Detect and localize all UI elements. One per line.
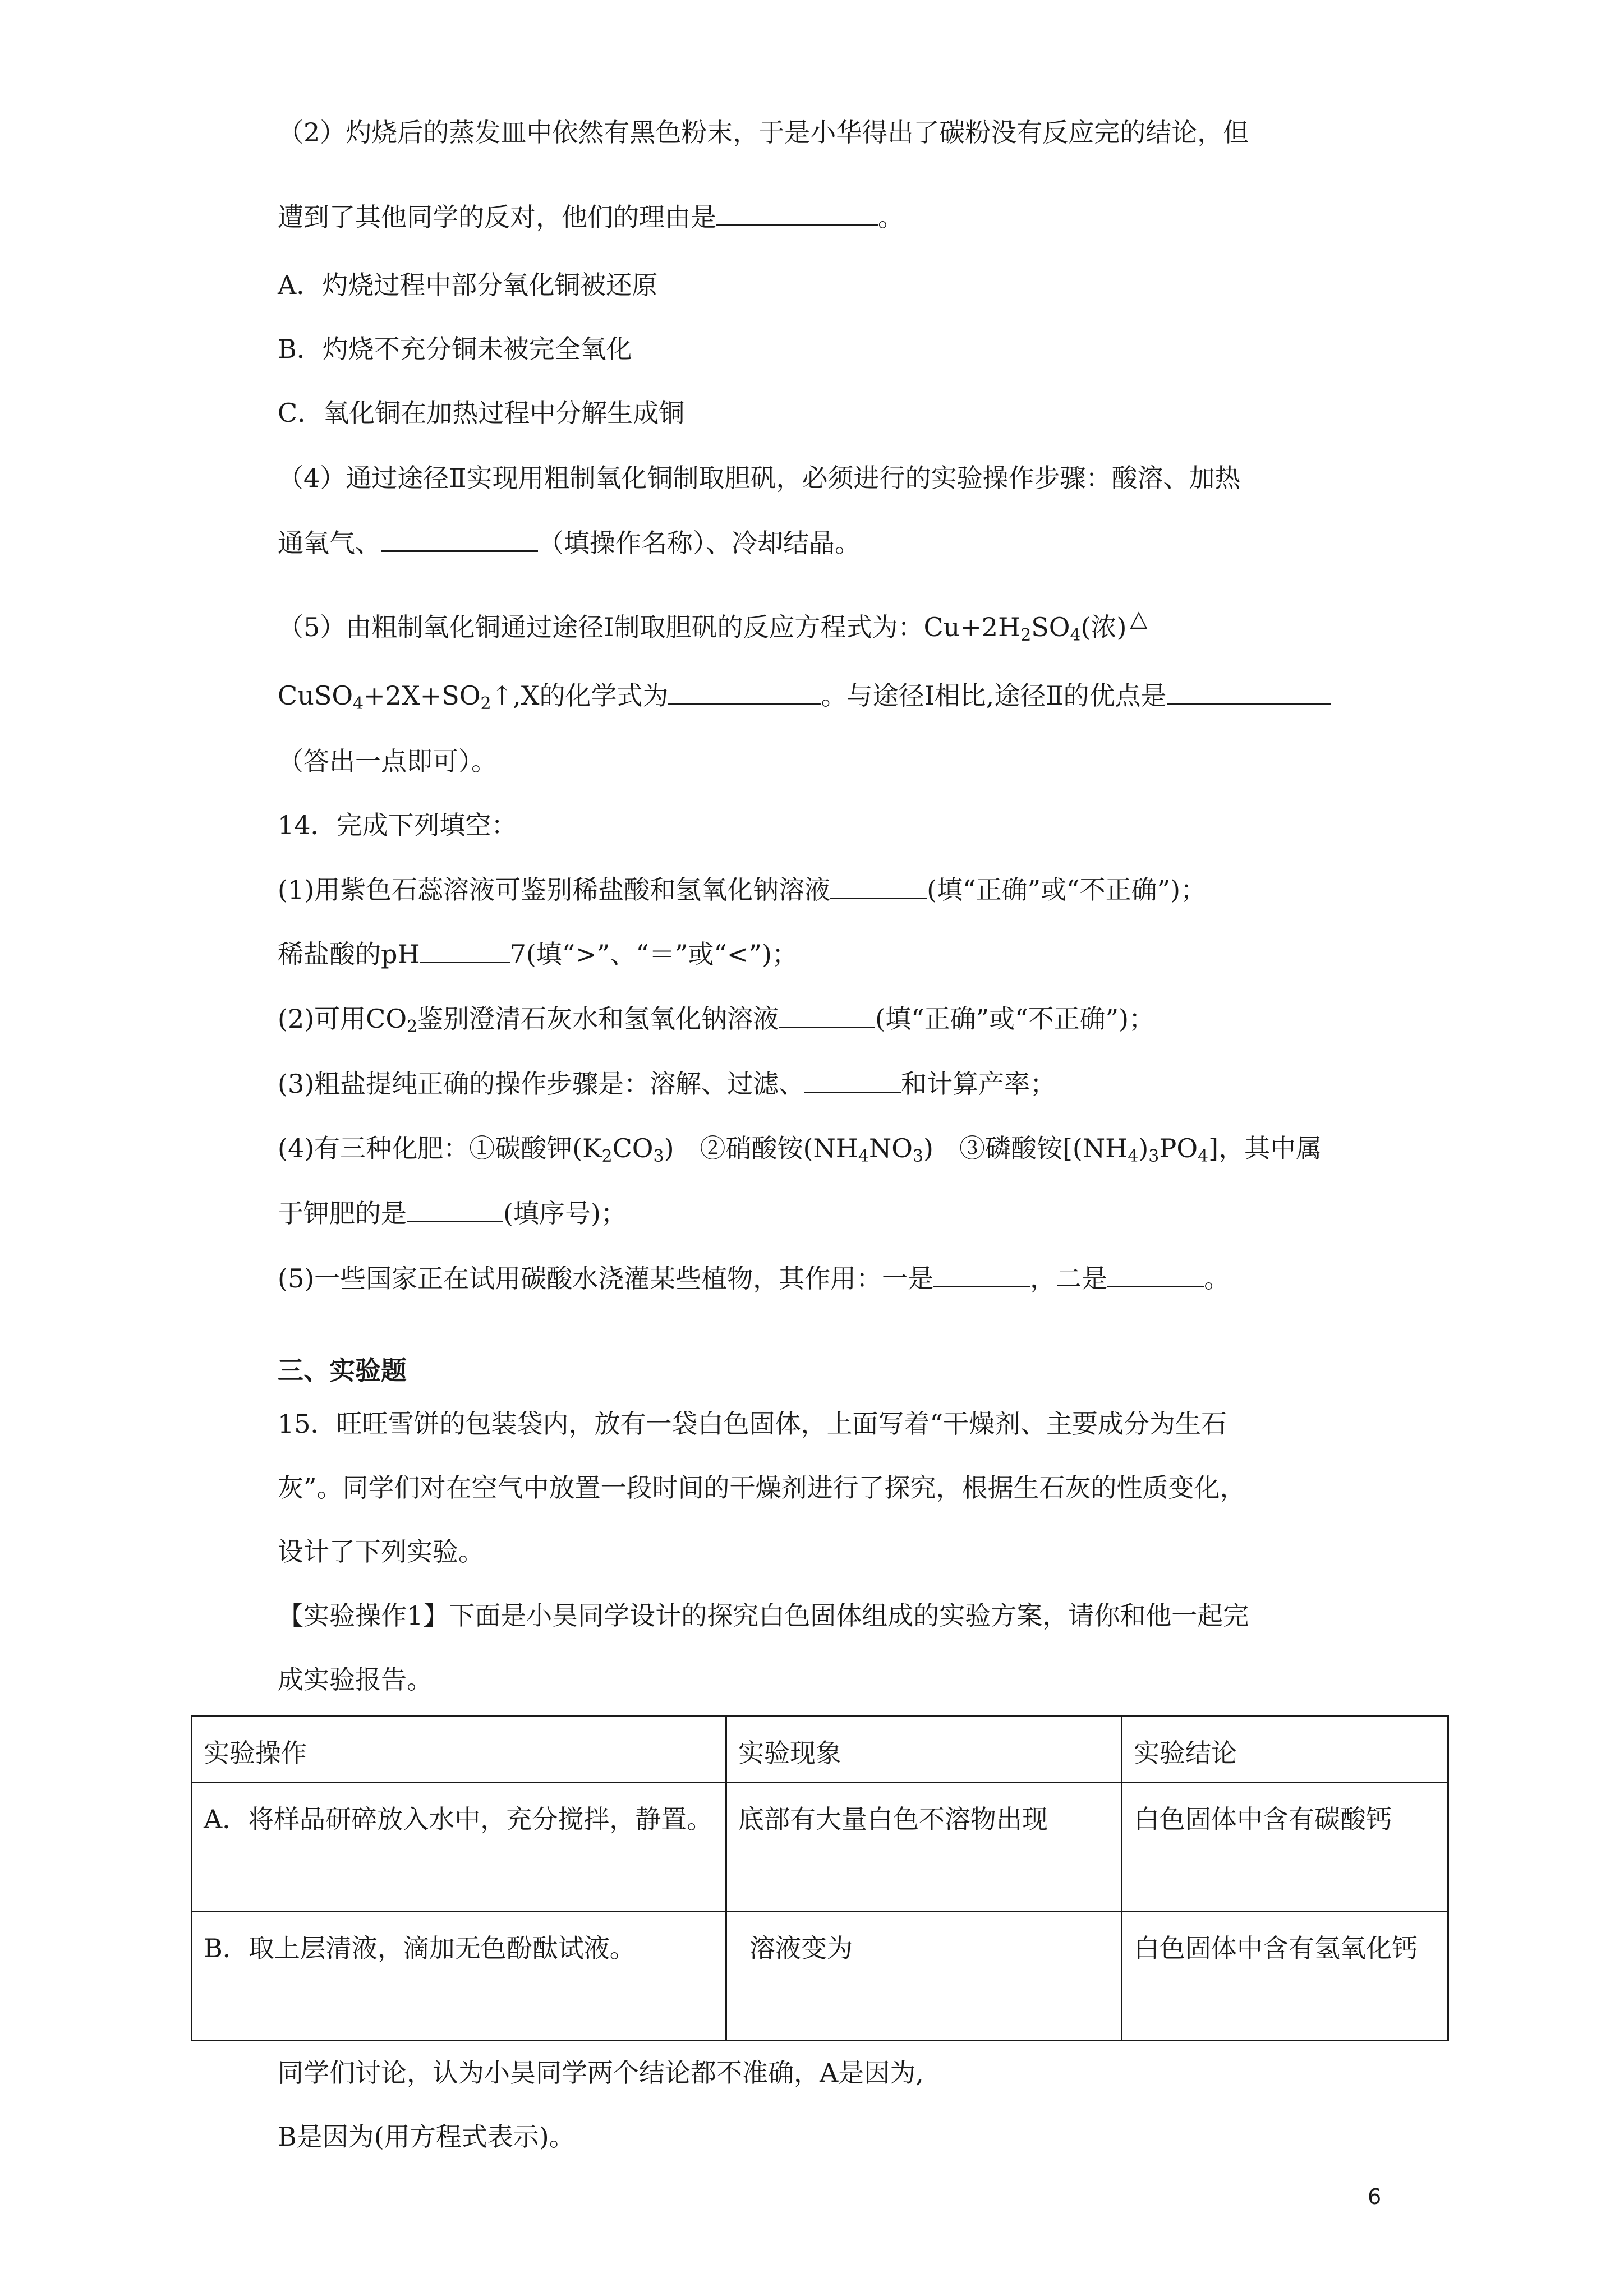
heating-symbol: △: [1130, 606, 1147, 632]
answer-blank[interactable]: [1167, 679, 1331, 705]
answer-blank[interactable]: [716, 199, 878, 226]
q13-option-c: C．氧化铜在加热过程中分解生成铜: [278, 398, 685, 428]
q14-sub4-line2: 于钾肥的是 (填序号)；: [278, 1197, 627, 1230]
table-row: [192, 1912, 1448, 2041]
table-header-cell: 实验操作: [192, 1717, 726, 1783]
table-cell: A．将样品研碎放入水中，充分搅拌，静置。: [192, 1783, 726, 1912]
table-cell: B．取上层清液，滴加无色酚酞试液。: [192, 1912, 726, 2041]
discussion-line1: 同学们讨论，认为小昊同学两个结论都不准确，A是因为,: [278, 2058, 924, 2088]
table-cell: 溶液变为: [726, 1912, 1122, 2041]
operation1-line1: 【实验操作1】下面是小昊同学设计的探究白色固体组成的实验方案，请你和他一起完: [278, 1600, 1249, 1631]
q15-line3: 设计了下列实验。: [278, 1536, 484, 1567]
answer-blank[interactable]: [407, 1197, 503, 1222]
experiment-report-table: [191, 1715, 1449, 2041]
q13-part5-line3: （答出一点即可）。: [278, 746, 497, 776]
q14-sub5: (5)一些国家正在试用碳酸水浇灌某些植物，其作用：一是 ，二是 。: [278, 1262, 1230, 1295]
q13-part2-line2: 遭到了其他同学的反对，他们的理由是 。: [278, 199, 904, 234]
q14-sub1-line1: (1)用紫色石蕊溶液可鉴别稀盐酸和氢氧化钠溶液 (填“正确”或“不正确”)；: [278, 873, 1206, 907]
table-cell: 白色固体中含有碳酸钙: [1122, 1783, 1448, 1912]
answer-blank[interactable]: [420, 937, 510, 963]
q15-line2: 灰”。同学们对在空气中放置一段时间的干燥剂进行了探究，根据生石灰的性质变化，: [278, 1473, 1246, 1503]
q13-part2-line1: （2）灼烧后的蒸发皿中依然有黑色粉末，于是小华得出了碳粉没有反应完的结论，但: [278, 117, 1249, 148]
answer-blank[interactable]: [933, 1262, 1030, 1287]
page-number: 6: [1368, 2184, 1382, 2209]
table-header-row: [192, 1717, 1448, 1783]
answer-blank[interactable]: [804, 1067, 901, 1093]
q13-option-b: B．灼烧不充分铜未被完全氧化: [278, 334, 632, 364]
q14-sub2: (2)可用$CO_2$鉴别澄清石灰水和氢氧化钠溶液 (填“正确”或“不正确”)；: [278, 1002, 1154, 1036]
answer-blank[interactable]: [1107, 1262, 1204, 1287]
q14-sub1-line2: 稀盐酸的pH 7(填“>”、“＝”或“<”)；: [278, 937, 798, 971]
q13-part4-line1: （4）通过途径Ⅱ实现用粗制氧化铜制取胆矾，必须进行的实验操作步骤：酸溶、加热: [278, 463, 1241, 493]
q15-line1: 15．旺旺雪饼的包装袋内，放有一袋白色固体，上面写着“干燥剂、主要成分为生石: [278, 1409, 1227, 1439]
answer-blank[interactable]: [830, 873, 927, 899]
section-heading: 三、实验题: [278, 1355, 407, 1386]
q13-part5-line1: （5）由粗制氧化铜通过途径Ⅰ制取胆矾的反应方程式为：$Cu+2H_2SO_4$(浓) △: [278, 610, 1146, 646]
table-header-cell: 实验结论: [1122, 1717, 1448, 1783]
q14-title: 14．完成下列填空：: [278, 810, 517, 840]
discussion-line2: B是因为(用方程式表示)。: [278, 2122, 575, 2152]
answer-blank[interactable]: [381, 525, 538, 552]
answer-blank[interactable]: [779, 1002, 875, 1028]
answer-blank[interactable]: [668, 679, 821, 705]
q14-sub3: (3)粗盐提纯正确的操作步骤是：溶解、过滤、 和计算产率；: [278, 1067, 1056, 1101]
operation1-line2: 成实验报告。: [278, 1664, 433, 1695]
q13-part5-line2: $CuSO_4+2X+SO_2↑,X$的化学式为 。与途径Ⅰ相比,途径Ⅱ的优点是: [278, 679, 1331, 712]
table-cell: 白色固体中含有氢氧化钙: [1122, 1912, 1448, 2041]
table-row: [192, 1783, 1448, 1912]
table-header-cell: 实验现象: [726, 1717, 1122, 1783]
q13-part4-line2: 通氧气、 （填操作名称）、冷却结晶。: [278, 525, 861, 560]
table-cell: 底部有大量白色不溶物出现: [726, 1783, 1122, 1912]
q13-option-a: A．灼烧过程中部分氧化铜被还原: [278, 270, 658, 300]
q14-sub4-line1: (4)有三种化肥：①碳酸钾$(K_2CO_3)$ ②硝酸铵$(NH_4NO_3)$ ③磷酸铵$[(NH_4)_3PO_4]$，其中属: [278, 1133, 1322, 1166]
